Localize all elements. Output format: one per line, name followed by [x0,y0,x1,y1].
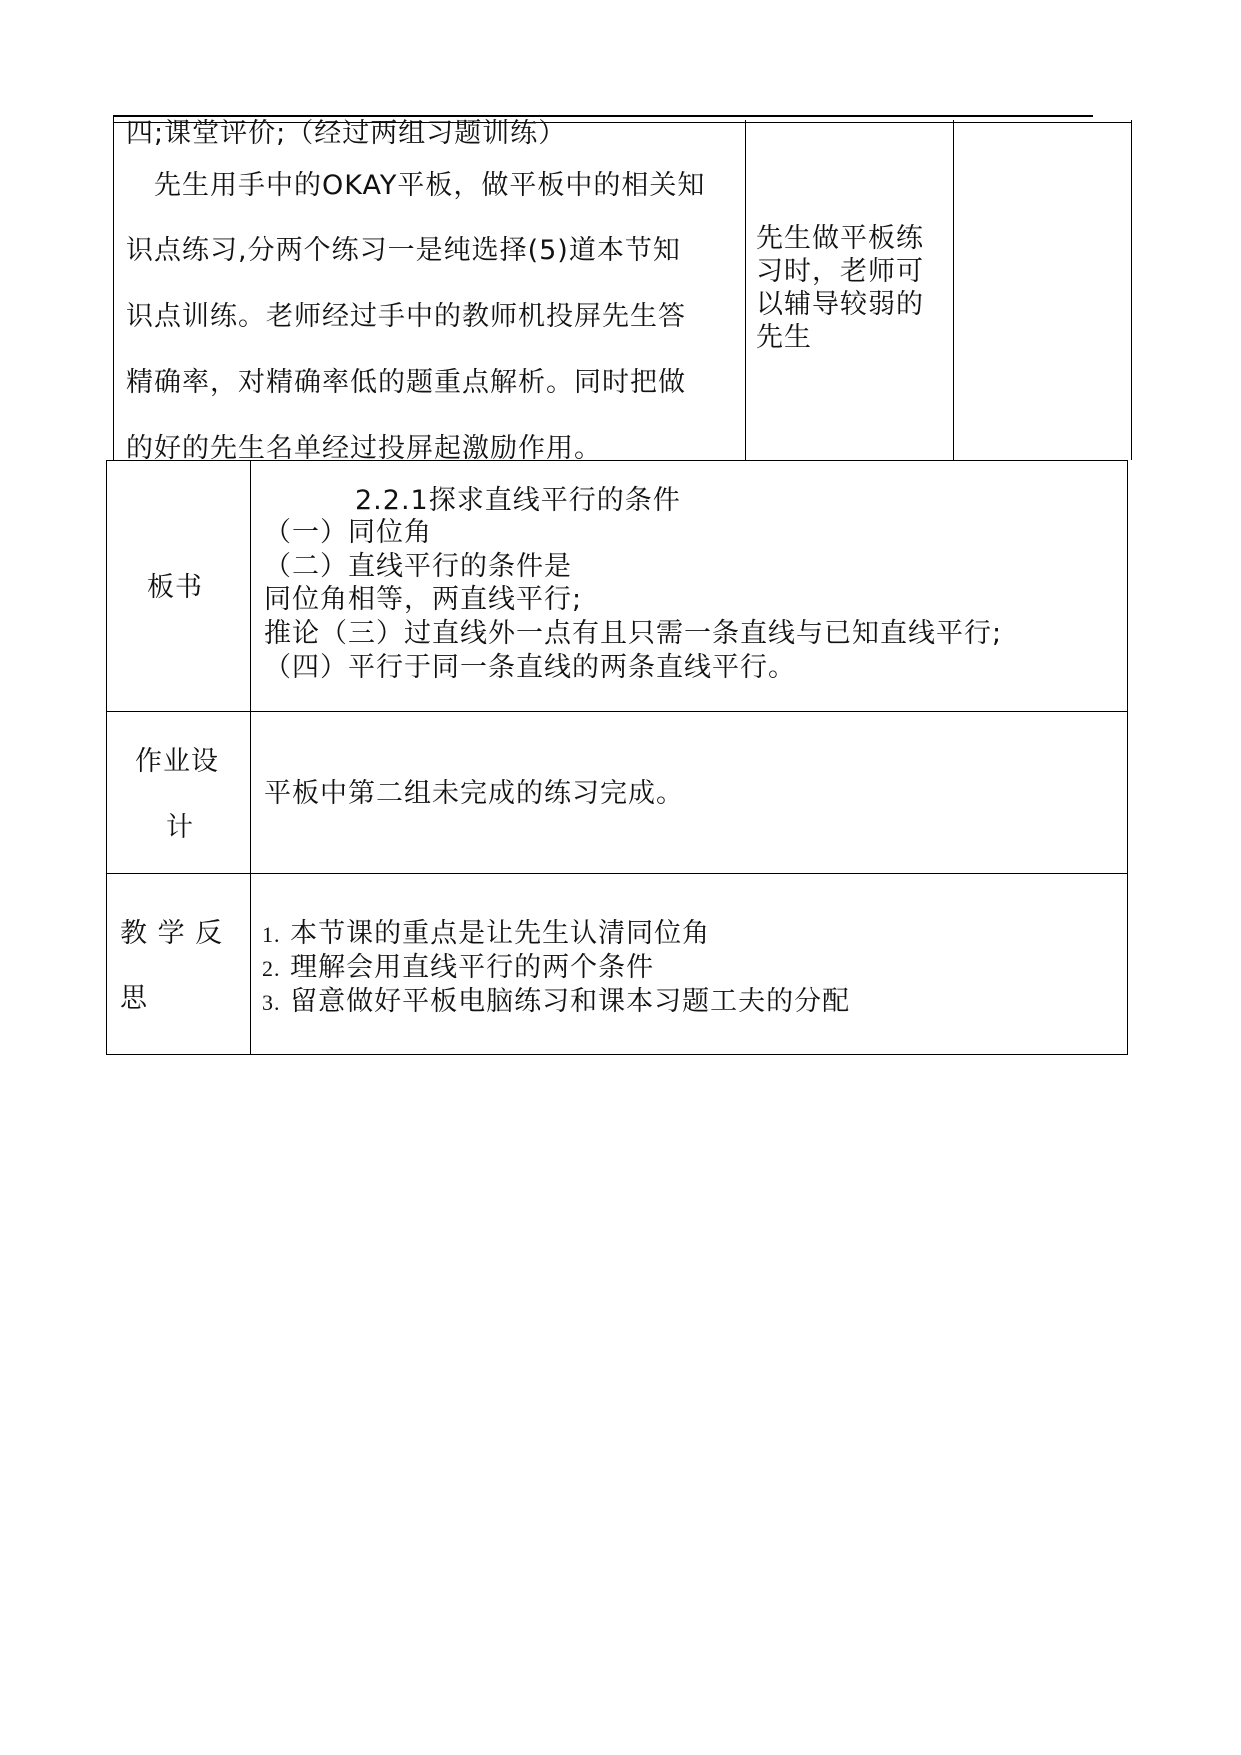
blackboard-line: （二）直线平行的条件是 [264,551,572,582]
blackboard-line: （一）同位角 [264,517,432,548]
top-table-right-border [1131,120,1132,460]
teacher-note-line: 习时，老师可 [756,256,924,287]
reflection-item-number: 2. [262,956,281,981]
homework-content: 平板中第二组未完成的练习完成。 [264,778,684,809]
bottom-table-left-border [106,460,107,1055]
teacher-note-line: 以辅导较弱的 [756,289,924,320]
reflection-list [262,917,850,1019]
bottom-table-bottom-border [106,1054,1128,1055]
reflection-item-text: 本节课的重点是让先生认清同位角 [290,918,711,949]
reflection-item-text: 留意做好平板电脑练习和课本习题工夫的分配 [290,986,851,1017]
reflection-item [262,917,850,951]
blackboard-line: 同位角相等，两直线平行; [264,584,583,615]
blackboard-label: 板书 [147,572,203,603]
evaluation-line: 识点训练。老师经过手中的教师机投屏先生答 [126,301,686,332]
top-table-divider-1 [745,120,746,460]
teacher-note-line: 先生 [756,322,812,353]
teacher-note [756,222,924,354]
reflection-label-line1: 教 学 反 [120,918,224,949]
top-table-divider-2 [953,120,954,460]
reflection-item [262,951,850,985]
reflection-item [262,985,850,1019]
blackboard-title: 2.2.1探求直线平行的条件 [355,485,681,516]
row-divider [106,711,1128,712]
reflection-label-line2: 思 [120,983,148,1014]
bottom-table-right-border [1127,460,1128,1055]
reflection-item-number: 1. [262,922,281,947]
bottom-table-top-border [106,460,1128,461]
evaluation-heading: 四;课堂评价;（经过两组习题训练） [126,118,567,149]
homework-label-line1: 作业设 [135,746,219,777]
evaluation-line: 精确率，对精确率低的题重点解析。同时把做 [126,367,686,398]
evaluation-line: 的好的先生名单经过投屏起激励作用。 [126,433,602,460]
row-divider [106,873,1128,874]
blackboard-line: 推论（三）过直线外一点有且只需一条直线与已知直线平行; [264,618,1003,649]
homework-label-line2: 计 [166,812,194,843]
reflection-item-text: 理解会用直线平行的两个条件 [290,952,655,983]
evaluation-line: 识点练习,分两个练习一是纯选择(5)道本节知 [126,235,681,266]
label-column-divider [250,460,251,1055]
blackboard-line: （四）平行于同一条直线的两条直线平行。 [264,652,796,683]
reflection-item-number: 3. [262,990,281,1015]
evaluation-cell [114,115,745,460]
teacher-note-line: 先生做平板练 [756,223,924,254]
evaluation-line: 先生用手中的OKAY平板，做平板中的相关知 [154,170,706,201]
